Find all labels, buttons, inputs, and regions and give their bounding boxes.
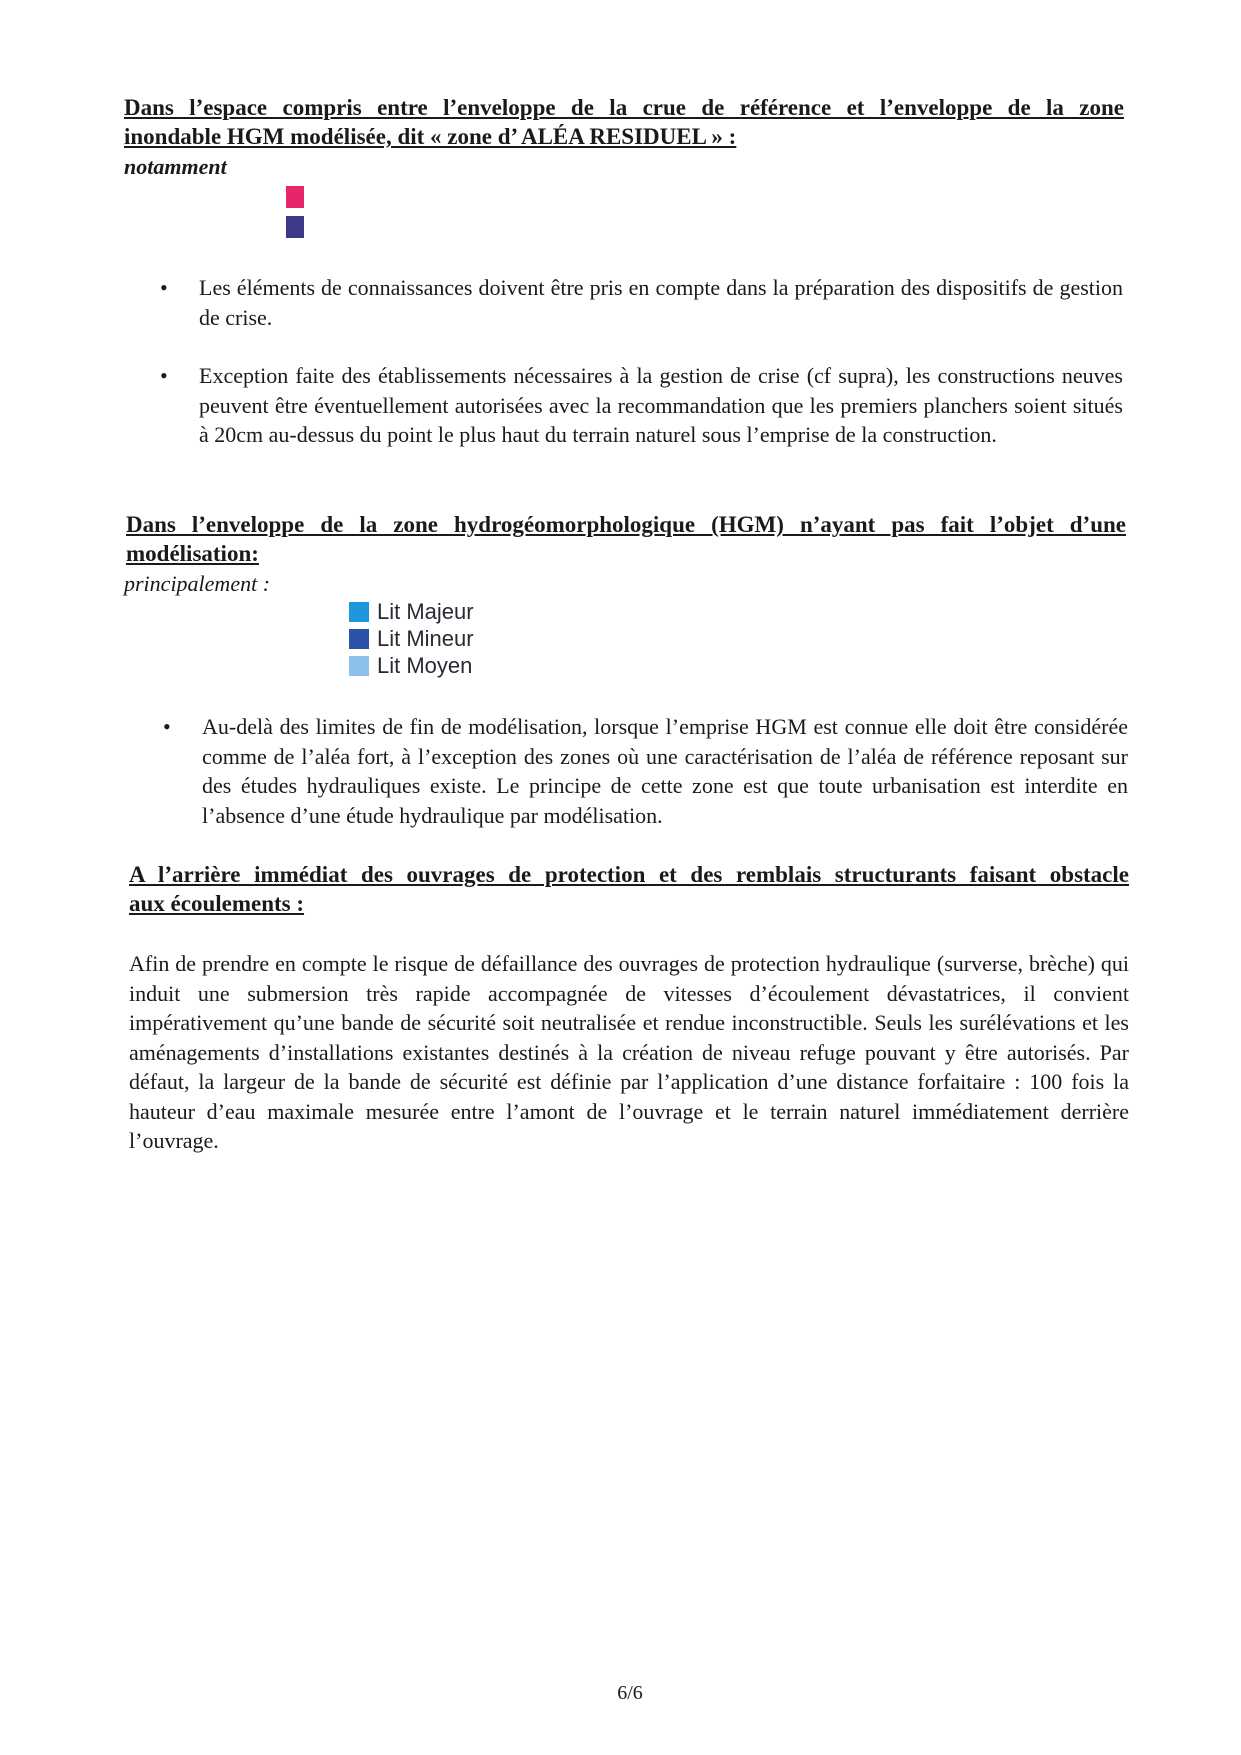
section2-heading-line2: modélisation: — [126, 541, 259, 566]
legend-label-lit-majeur: Lit Majeur — [377, 598, 474, 624]
section1-bullet-2: Exception faite des établissements nécessaires à la gestion de crise (cf supra), les constructions neuves peuvent être éventuellement autorisées avec la recommandation que les premiers planchers soient situés à 20cm au-dessus du point le plus haut du terrain naturel sous l’emprise de la construction. — [199, 363, 1123, 447]
legend-item-lit-majeur — [349, 598, 474, 625]
lit-mineur-swatch — [349, 629, 369, 649]
bullet-dot-icon: • — [160, 363, 168, 388]
section2-heading — [126, 510, 1126, 568]
section1-heading-line1: Dans l’espace compris entre l’enveloppe de la crue de référence et l’enveloppe de la zone — [124, 95, 1124, 120]
section1-heading-line2: inondable HGM modélisée, dit « zone d’ ALÉA RESIDUEL » : — [124, 124, 737, 149]
section3-heading-line2: aux écoulements : — [129, 891, 305, 916]
section1-subtitle: notamment — [124, 154, 227, 179]
section1-heading — [124, 93, 1124, 151]
alea-residuel-swatch-violet — [286, 216, 304, 238]
lit-majeur-swatch — [349, 602, 369, 622]
section2-heading-line1: Dans l’enveloppe de la zone hydrogéomorphologique (HGM) n’ayant pas fait l’objet d’une — [126, 512, 1126, 537]
page-number: 6/6 — [617, 1682, 643, 1704]
legend-label-lit-moyen: Lit Moyen — [377, 652, 473, 678]
legend-label-lit-mineur: Lit Mineur — [377, 625, 474, 651]
section3-paragraph: Afin de prendre en compte le risque de défaillance des ouvrages de protection hydraulique (surverse, brèche) qui induit une submersion très rapide accompagnée de vitesses d’écoulement dévastatrices, il convient impérativement qu’une bande de sécurité soit neutralisée et rendue inconstructible. Seuls les surélévations et les aménagements d’installations existantes destinés à la création de niveau refuge pouvant y être autorisés. Par défaut, la largeur de la bande de sécurité est définie par l’application d’une distance forfaitaire : 100 fois la hauteur d’eau maximale mesurée entre l’amont de l’ouvrage et le terrain naturel immédiatement derrière l’ouvrage. — [129, 951, 1129, 1153]
alea-residuel-swatch-pink — [286, 186, 304, 208]
legend-item-lit-moyen — [349, 652, 472, 679]
section1-bullet-1: Les éléments de connaissances doivent être pris en compte dans la préparation des dispositifs de gestion de crise. — [199, 275, 1123, 330]
bullet-dot-icon: • — [160, 275, 168, 300]
section3-heading-line1: A l’arrière immédiat des ouvrages de protection et des remblais structurants faisant obstacle — [129, 862, 1129, 887]
bullet-dot-icon: • — [163, 714, 171, 739]
section2-bullet-1: Au-delà des limites de fin de modélisation, lorsque l’emprise HGM est connue elle doit être considérée comme de l’aléa fort, à l’exception des zones où une caractérisation de l’aléa de référence reposant sur des études hydrauliques existe. Le principe de cette zone est que toute urbanisation est interdite en l’absence d’une étude hydraulique par modélisation. — [202, 714, 1128, 828]
legend-item-lit-mineur — [349, 625, 474, 652]
section3-heading — [129, 860, 1129, 918]
section2-subtitle: principalement : — [124, 571, 271, 596]
lit-moyen-swatch — [349, 656, 369, 676]
